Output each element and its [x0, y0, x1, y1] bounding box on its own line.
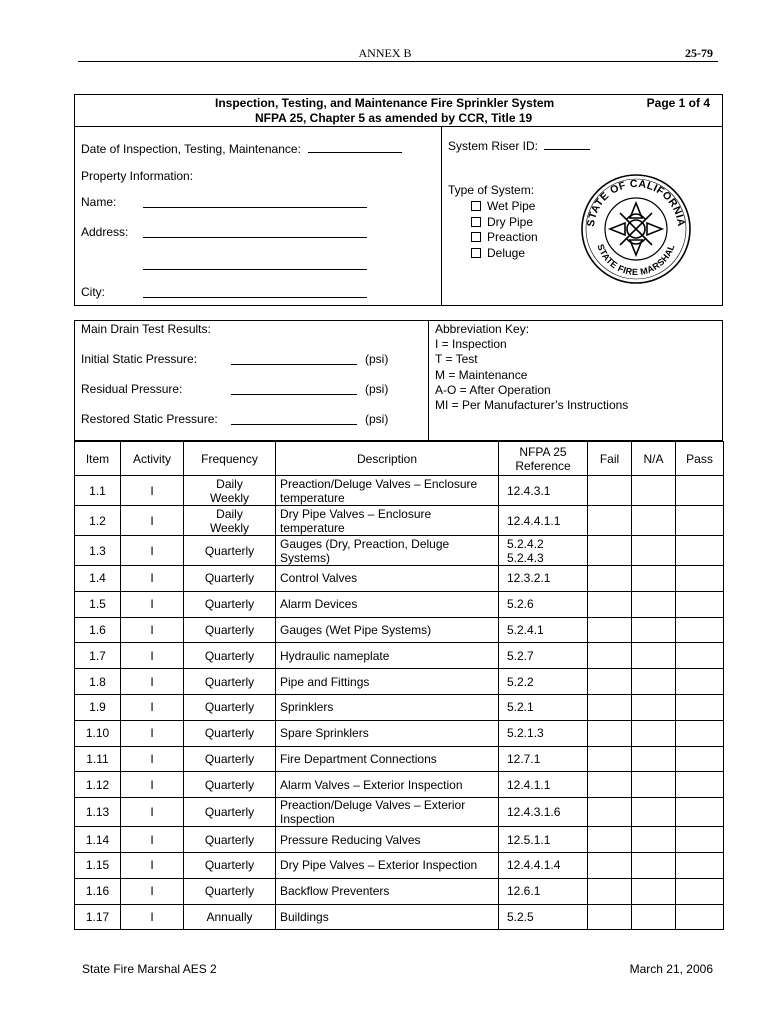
reference-cell: 12.5.1.1	[499, 827, 588, 853]
option-deluge[interactable]: Deluge	[471, 246, 538, 262]
activity-cell: I	[121, 566, 184, 592]
frequency-cell: Quarterly	[184, 852, 276, 878]
activity-cell: I	[121, 720, 184, 746]
frequency-cell: Annually	[184, 904, 276, 930]
col-description-header: Description	[276, 442, 499, 476]
system-type-options	[471, 199, 538, 261]
city-input-line[interactable]	[143, 285, 367, 298]
frequency-cell: Quarterly	[184, 669, 276, 695]
activity-cell: I	[121, 476, 184, 506]
activity-cell: I	[121, 617, 184, 643]
col-reference-header: NFPA 25 Reference	[499, 442, 588, 476]
table-row	[75, 566, 724, 592]
abbrev-item: A-O = After Operation	[435, 382, 551, 397]
na-cell[interactable]	[632, 798, 676, 827]
description-cell: Preaction/Deluge Valves – Exterior Inspection	[276, 798, 499, 827]
table-row	[75, 772, 724, 798]
na-cell[interactable]	[632, 617, 676, 643]
title-row	[75, 95, 722, 127]
item-cell: 1.1	[75, 476, 121, 506]
table-row	[75, 506, 724, 536]
address-label: Address:	[81, 225, 129, 239]
system-riser-field	[448, 139, 590, 153]
description-cell: Control Valves	[276, 566, 499, 592]
page-of-label: Page 1 of 4	[646, 96, 710, 110]
fail-cell[interactable]	[588, 643, 632, 669]
reference-cell: 12.3.2.1	[499, 566, 588, 592]
reference-cell: 12.4.4.1.4	[499, 852, 588, 878]
table-row	[75, 669, 724, 695]
reference-cell: 12.4.1.1	[499, 772, 588, 798]
property-label: Property Information:	[81, 169, 194, 183]
abbrev-item: I = Inspection	[435, 337, 507, 352]
fail-cell[interactable]	[588, 827, 632, 853]
pass-cell[interactable]	[676, 476, 724, 506]
reference-cell: 5.2.5	[499, 904, 588, 930]
table-row	[75, 694, 724, 720]
item-cell: 1.12	[75, 772, 121, 798]
reference-cell: 5.2.7	[499, 643, 588, 669]
reference-cell: 12.4.3.1	[499, 476, 588, 506]
pass-cell[interactable]	[676, 694, 724, 720]
na-cell[interactable]	[632, 476, 676, 506]
col-na-header: N/A	[632, 442, 676, 476]
activity-cell: I	[121, 827, 184, 853]
item-cell: 1.7	[75, 643, 121, 669]
description-cell: Alarm Valves – Exterior Inspection	[276, 772, 499, 798]
pass-cell[interactable]	[676, 643, 724, 669]
na-cell[interactable]	[632, 827, 676, 853]
na-cell[interactable]	[632, 878, 676, 904]
description-cell: Dry Pipe Valves – Exterior Inspection	[276, 852, 499, 878]
fail-cell[interactable]	[588, 506, 632, 536]
inspection-table	[74, 441, 724, 930]
item-cell: 1.13	[75, 798, 121, 827]
frequency-cell: Quarterly	[184, 617, 276, 643]
frequency-cell: Quarterly	[184, 878, 276, 904]
table-header-row	[75, 442, 724, 476]
na-cell[interactable]	[632, 643, 676, 669]
frequency-cell: Quarterly	[184, 827, 276, 853]
activity-cell: I	[121, 669, 184, 695]
activity-cell: I	[121, 694, 184, 720]
state-fire-marshal-seal	[580, 173, 692, 285]
page-number: 25-79	[685, 46, 713, 60]
pass-cell[interactable]	[676, 827, 724, 853]
city-label: City:	[81, 285, 105, 299]
pass-cell[interactable]	[676, 506, 724, 536]
drain-residual-input-line[interactable]	[231, 382, 357, 395]
form-subtitle: NFPA 25, Chapter 5 as amended by CCR, Title 19	[255, 111, 533, 125]
abbreviation-key	[435, 322, 628, 413]
header-rule	[78, 61, 718, 62]
na-cell[interactable]	[632, 591, 676, 617]
option-dry-pipe[interactable]: Dry Pipe	[471, 215, 538, 231]
description-cell: Pressure Reducing Valves	[276, 827, 499, 853]
footer-issuer: State Fire Marshal AES 2	[82, 962, 217, 976]
fail-cell[interactable]	[588, 798, 632, 827]
abbrev-item: M = Maintenance	[435, 367, 528, 382]
table-row	[75, 904, 724, 930]
fail-cell[interactable]	[588, 772, 632, 798]
frequency-cell: Quarterly	[184, 772, 276, 798]
pass-cell[interactable]	[676, 566, 724, 592]
table-row	[75, 536, 724, 566]
checkbox-icon[interactable]	[471, 248, 481, 258]
item-cell: 1.14	[75, 827, 121, 853]
fail-cell[interactable]	[588, 591, 632, 617]
drain-restored-unit: (psi)	[365, 412, 389, 426]
reference-cell: 12.7.1	[499, 746, 588, 772]
table-row	[75, 746, 724, 772]
table-row	[75, 643, 724, 669]
pass-cell[interactable]	[676, 772, 724, 798]
activity-cell: I	[121, 746, 184, 772]
item-cell: 1.17	[75, 904, 121, 930]
item-cell: 1.9	[75, 694, 121, 720]
item-cell: 1.4	[75, 566, 121, 592]
drain-initial-input-line[interactable]	[231, 352, 357, 365]
description-cell: Fire Department Connections	[276, 746, 499, 772]
table-row	[75, 827, 724, 853]
drain-title: Main Drain Test Results:	[81, 322, 211, 336]
pass-cell[interactable]	[676, 852, 724, 878]
description-cell: Gauges (Dry, Preaction, Deluge Systems)	[276, 536, 499, 566]
form-title: Inspection, Testing, and Maintenance Fire Sprinkler System	[215, 96, 555, 110]
item-cell: 1.3	[75, 536, 121, 566]
reference-cell: 5.2.1	[499, 694, 588, 720]
table-row	[75, 798, 724, 827]
activity-cell: I	[121, 591, 184, 617]
description-cell: Alarm Devices	[276, 591, 499, 617]
frequency-cell: Quarterly	[184, 798, 276, 827]
item-cell: 1.15	[75, 852, 121, 878]
na-cell[interactable]	[632, 852, 676, 878]
item-cell: 1.5	[75, 591, 121, 617]
frequency-cell: Quarterly	[184, 643, 276, 669]
na-cell[interactable]	[632, 669, 676, 695]
item-cell: 1.16	[75, 878, 121, 904]
reference-cell: 12.4.3.1.6	[499, 798, 588, 827]
fail-cell[interactable]	[588, 566, 632, 592]
na-cell[interactable]	[632, 566, 676, 592]
frequency-cell: Daily Weekly	[184, 506, 276, 536]
description-cell: Hydraulic nameplate	[276, 643, 499, 669]
footer-date: March 21, 2006	[629, 962, 713, 976]
table-row	[75, 852, 724, 878]
drain-residual-label: Residual Pressure:	[81, 382, 183, 396]
description-cell: Backflow Preventers	[276, 878, 499, 904]
pass-cell[interactable]	[676, 617, 724, 643]
table-row	[75, 476, 724, 506]
option-preaction[interactable]: Preaction	[471, 230, 538, 246]
reference-cell: 12.4.4.1.1	[499, 506, 588, 536]
divider	[441, 127, 442, 305]
col-item-header: Item	[75, 442, 121, 476]
na-cell[interactable]	[632, 694, 676, 720]
na-cell[interactable]	[632, 506, 676, 536]
drain-residual-unit: (psi)	[365, 382, 389, 396]
reference-cell: 5.2.2	[499, 669, 588, 695]
name-label: Name:	[81, 195, 117, 209]
fail-cell[interactable]	[588, 694, 632, 720]
table-row	[75, 617, 724, 643]
na-cell[interactable]	[632, 746, 676, 772]
activity-cell: I	[121, 852, 184, 878]
fail-cell[interactable]	[588, 720, 632, 746]
description-cell: Spare Sprinklers	[276, 720, 499, 746]
reference-cell: 5.2.4.2 5.2.4.3	[499, 536, 588, 566]
pass-cell[interactable]	[676, 798, 724, 827]
date-input-line[interactable]	[308, 152, 402, 153]
fail-cell[interactable]	[588, 617, 632, 643]
reference-cell: 5.2.4.1	[499, 617, 588, 643]
abbrev-title: Abbreviation Key:	[435, 322, 530, 336]
checkbox-icon[interactable]	[471, 232, 481, 242]
col-activity-header: Activity	[121, 442, 184, 476]
address-input-line[interactable]	[143, 225, 367, 238]
reference-cell: 5.2.6	[499, 591, 588, 617]
seal-top-text: STATE OF CALIFORNIA	[584, 177, 688, 228]
option-wet-pipe[interactable]: Wet Pipe	[471, 199, 538, 215]
col-frequency-header: Frequency	[184, 442, 276, 476]
system-riser-input-line[interactable]	[544, 149, 590, 150]
table-body	[75, 476, 724, 930]
drain-restored-label: Restored Static Pressure:	[81, 412, 218, 426]
maltese-cross-icon	[610, 203, 662, 255]
pass-cell[interactable]	[676, 878, 724, 904]
pass-cell[interactable]	[676, 904, 724, 930]
drain-initial-label: Initial Static Pressure:	[81, 352, 198, 366]
frequency-cell: Quarterly	[184, 536, 276, 566]
frequency-cell: Quarterly	[184, 694, 276, 720]
frequency-cell: Quarterly	[184, 566, 276, 592]
checkbox-icon[interactable]	[471, 217, 481, 227]
activity-cell: I	[121, 772, 184, 798]
drain-restored-input-line[interactable]	[231, 412, 357, 425]
na-cell[interactable]	[632, 904, 676, 930]
drain-initial-unit: (psi)	[365, 352, 389, 366]
abbrev-item: T = Test	[435, 352, 478, 367]
fail-cell[interactable]	[588, 669, 632, 695]
abbrev-item: MI = Per Manufacturer’s Instructions	[435, 398, 629, 413]
na-cell[interactable]	[632, 536, 676, 566]
activity-cell: I	[121, 643, 184, 669]
item-cell: 1.10	[75, 720, 121, 746]
item-cell: 1.6	[75, 617, 121, 643]
na-cell[interactable]	[632, 772, 676, 798]
description-cell: Sprinklers	[276, 694, 499, 720]
divider	[428, 321, 429, 440]
fail-cell[interactable]	[588, 904, 632, 930]
address-input-line-2[interactable]	[143, 257, 367, 270]
fail-cell[interactable]	[588, 476, 632, 506]
pass-cell[interactable]	[676, 669, 724, 695]
table-row	[75, 591, 724, 617]
fail-cell[interactable]	[588, 852, 632, 878]
activity-cell: I	[121, 878, 184, 904]
col-pass-header: Pass	[676, 442, 724, 476]
frequency-cell: Quarterly	[184, 591, 276, 617]
activity-cell: I	[121, 536, 184, 566]
reference-cell: 12.6.1	[499, 878, 588, 904]
form-header-box	[74, 94, 723, 306]
system-type-label: Type of System:	[448, 183, 535, 197]
activity-cell: I	[121, 506, 184, 536]
description-cell: Preaction/Deluge Valves – Enclosure temperature	[276, 476, 499, 506]
drain-test-box	[74, 320, 723, 441]
reference-cell: 5.2.1.3	[499, 720, 588, 746]
col-fail-header: Fail	[588, 442, 632, 476]
description-cell: Dry Pipe Valves – Enclosure temperature	[276, 506, 499, 536]
checkbox-icon[interactable]	[471, 201, 481, 211]
table-row	[75, 878, 724, 904]
seal-bottom-text: STATE FIRE MARSHAL	[595, 242, 677, 278]
table-row	[75, 720, 724, 746]
na-cell[interactable]	[632, 720, 676, 746]
pass-cell[interactable]	[676, 591, 724, 617]
frequency-cell: Quarterly	[184, 746, 276, 772]
item-cell: 1.11	[75, 746, 121, 772]
item-cell: 1.8	[75, 669, 121, 695]
frequency-cell: Quarterly	[184, 720, 276, 746]
fail-cell[interactable]	[588, 536, 632, 566]
description-cell: Pipe and Fittings	[276, 669, 499, 695]
activity-cell: I	[121, 904, 184, 930]
pass-cell[interactable]	[676, 536, 724, 566]
activity-cell: I	[121, 798, 184, 827]
item-cell: 1.2	[75, 506, 121, 536]
system-riser-label: System Riser ID:	[448, 139, 539, 153]
name-input-line[interactable]	[143, 195, 367, 208]
pass-cell[interactable]	[676, 746, 724, 772]
frequency-cell: Daily Weekly	[184, 476, 276, 506]
fail-cell[interactable]	[588, 746, 632, 772]
date-label: Date of Inspection, Testing, Maintenance:	[81, 142, 301, 156]
pass-cell[interactable]	[676, 720, 724, 746]
description-cell: Buildings	[276, 904, 499, 930]
annex-label: ANNEX B	[358, 46, 412, 60]
date-field	[81, 142, 402, 156]
fail-cell[interactable]	[588, 878, 632, 904]
description-cell: Gauges (Wet Pipe Systems)	[276, 617, 499, 643]
